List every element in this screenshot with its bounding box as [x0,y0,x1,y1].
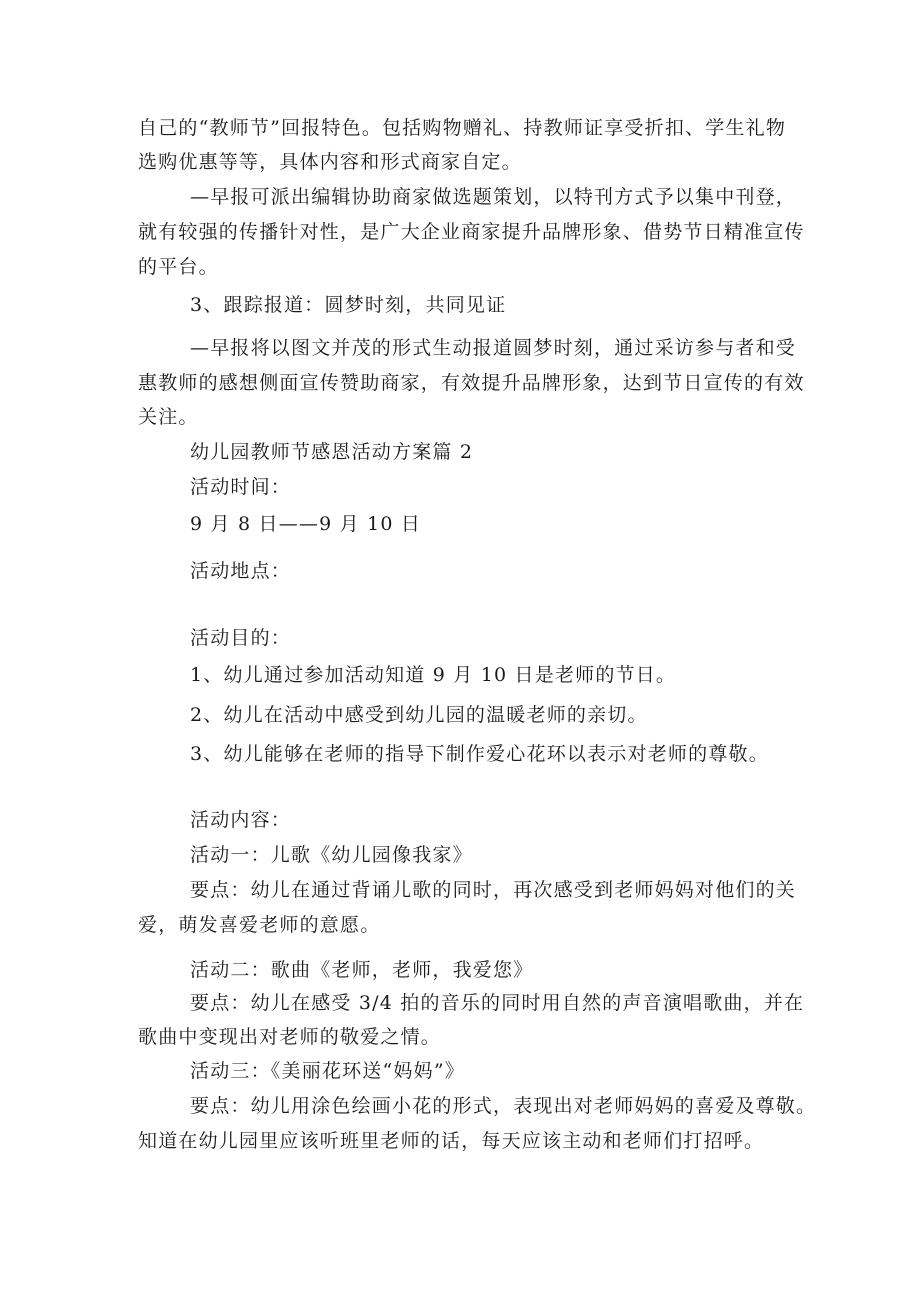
text-line: 要点：幼儿在通过背诵儿歌的同时，再次感受到老师妈妈对他们的关 [190,879,797,901]
text-line: 关注。 [138,406,199,428]
field-label-location: 活动地点： [190,560,292,582]
text-line: 选购优惠等等，具体内容和形式商家自定。 [138,151,522,173]
text-line: 自己的“教师节”回报特色。包括购物赠礼、持教师证享受折扣、学生礼物 [138,117,787,139]
activity-heading: 活动三：《美丽花环送“妈妈”》 [190,1060,465,1082]
text-line: 就有较强的传播针对性，是广大企业商家提升品牌形象、借势节日精准宣传 [138,221,805,243]
field-label-goals: 活动目的： [190,627,292,649]
activity-heading: 活动二：歌曲《老师，老师，我爱您》 [190,959,534,981]
section-heading: 3、跟踪报道：圆梦时刻，共同见证 [190,294,507,316]
document-title: 幼儿园教师节感恩活动方案篇 2 [190,441,474,463]
text-line: —早报可派出编辑协助商家做选题策划，以特刊方式予以集中刊登， [190,186,797,208]
goal-item: 2、幼儿在活动中感受到幼儿园的温暖老师的亲切。 [190,704,648,726]
text-line: 要点：幼儿在感受 3/4 拍的音乐的同时用自然的声音演唱歌曲，并在 [190,992,805,1014]
goal-item: 1、幼儿通过参加活动知道 9 月 10 日是老师的节日。 [190,664,677,686]
text-line: 歌曲中变现出对老师的敬爱之情。 [138,1026,442,1048]
field-value-time: 9 月 8 日——9 月 10 日 [190,513,422,535]
text-line: —早报将以图文并茂的形式生动报道圆梦时刻，通过采访参与者和受 [190,337,797,359]
text-line: 爱，萌发喜爱老师的意愿。 [138,914,381,936]
activity-heading: 活动一：儿歌《幼儿园像我家》 [190,844,473,866]
text-line: 的平台。 [138,256,219,278]
goal-item: 3、幼儿能够在老师的指导下制作爱心花环以表示对老师的尊敬。 [190,743,769,765]
field-label-content: 活动内容： [190,809,292,831]
text-line: 要点：幼儿用涂色绘画小花的形式，表现出对老师妈妈的喜爱及尊敬。 [190,1095,817,1117]
text-line: 知道在幼儿园里应该听班里老师的话，每天应该主动和老师们打招呼。 [138,1130,765,1152]
field-label-time: 活动时间： [190,476,292,498]
text-line: 惠教师的感想侧面宣传赞助商家，有效提升品牌形象，达到节日宣传的有效 [138,372,805,394]
